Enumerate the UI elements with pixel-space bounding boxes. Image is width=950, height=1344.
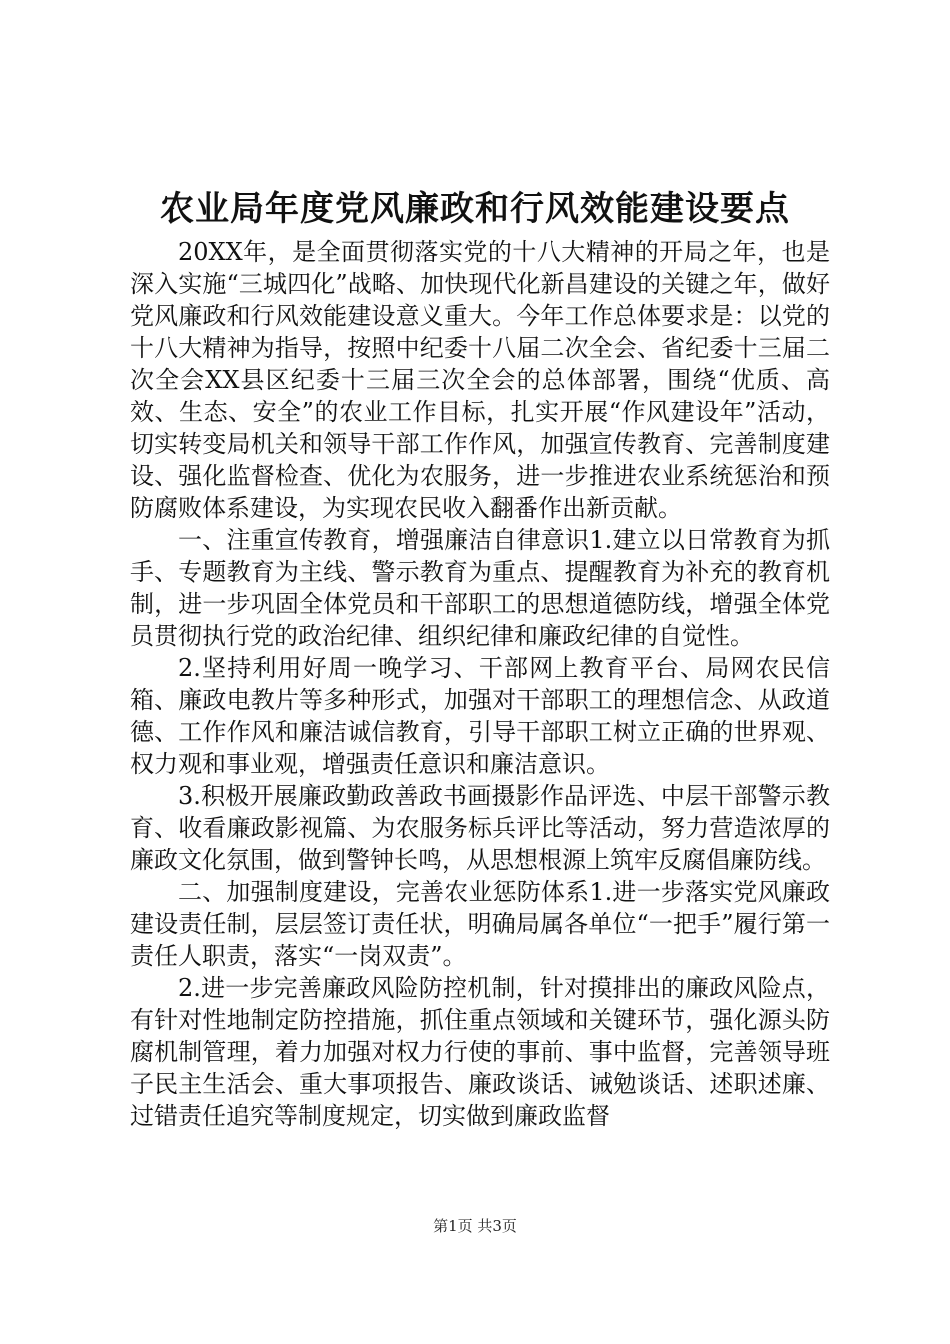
page-number-footer: 第1页 共3页 (433, 1217, 517, 1235)
paragraph-section-two-item-2: 2.进一步完善廉政风险防控机制，针对摸排出的廉政风险点，有针对性地制定防控措施，抓住重点领域和关键环节，强化源头防腐机制管理，着力加强对权力行使的事前、事中监督，完善领导班子民主生活会、重大事项报告、廉政谈话、诫勉谈话、述职述廉、过错责任追究等制度规定，切实做到廉政监督 (130, 974, 830, 1130)
paragraph-section-one-item-2: 2.坚持利用好周一晚学习、干部网上教育平台、局网农民信箱、廉政电教片等多种形式，加强对干部职工的理想信念、从政道德、工作作风和廉洁诚信教育，引导干部职工树立正确的世界观、权力观和事业观，增强责任意识和廉洁意识。 (130, 654, 830, 778)
paragraph-intro: 20XX年，是全面贯彻落实党的十八大精神的开局之年，也是深入实施“三城四化”战略、加快现代化新昌建设的关键之年，做好党风廉政和行风效能建设意义重大。今年工作总体要求是：以党的十八大精神为指导，按照中纪委十八届二次全会、省纪委十三届二次全会XX县区纪委十三届三次全会的总体部署，围绕“优质、高效、生态、安全”的农业工作目标，扎实开展“作风建设年”活动，切实转变局机关和领导干部工作作风，加强宣传教育、完善制度建设、强化监督检查、优化为农服务，进一步推进农业系统惩治和预防腐败体系建设，为实现农民收入翻番作出新贡献。 (130, 238, 830, 522)
paragraph-section-one-item-1: 一、注重宣传教育，增强廉洁自律意识1.建立以日常教育为抓手、专题教育为主线、警示教育为重点、提醒教育为补充的教育机制，进一步巩固全体党员和干部职工的思想道德防线，增强全体党员贯彻执行党的政治纪律、组织纪律和廉政纪律的自觉性。 (130, 526, 830, 650)
document-title: 农业局年度党风廉政和行风效能建设要点 (160, 189, 790, 229)
paragraph-section-two-item-1: 二、加强制度建设，完善农业惩防体系1.进一步落实党风廉政建设责任制，层层签订责任状，明确局属各单位“一把手”履行第一责任人职责，落实“一岗双责”。 (130, 878, 830, 970)
document-body (130, 236, 830, 1132)
paragraph-section-one-item-3: 3.积极开展廉政勤政善政书画摄影作品评选、中层干部警示教育、收看廉政影视篇、为农服务标兵评比等活动，努力营造浓厚的廉政文化氛围，做到警钟长鸣，从思想根源上筑牢反腐倡廉防线。 (130, 782, 830, 874)
